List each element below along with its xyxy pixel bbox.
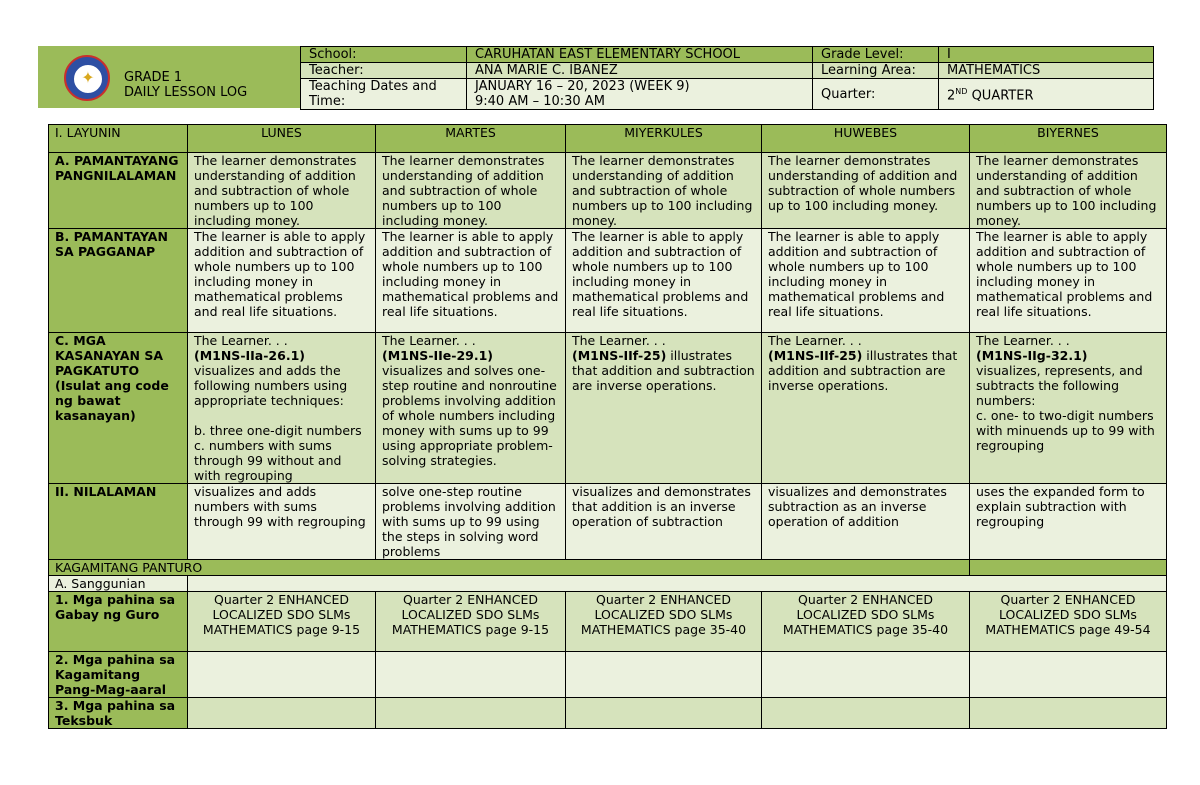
day-header: MARTES	[376, 125, 566, 153]
table-cell: The learner demonstrates understanding of addition and subtraction of whole numbers up to 100 including money.	[566, 153, 762, 229]
row-label: 3. Mga pahina sa Teksbuk	[49, 698, 188, 729]
learner-intro: The Learner. . .	[382, 333, 476, 348]
table-cell: Quarter 2 ENHANCED LOCALIZED SDO SLMs MATHEMATICS page 49-54	[970, 592, 1167, 652]
competency-text: visualizes and solves one-step routine and nonroutine problems involving addition of whole numbers including money with sums up to 99 using appropriate problem-solving strategies.	[382, 363, 557, 468]
school-label: School:	[301, 47, 467, 63]
row-gabay-ng-guro	[49, 592, 1167, 652]
title-dll: DAILY LESSON LOG	[124, 85, 248, 100]
lesson-log-table	[48, 124, 1167, 729]
row-label: II. NILALAMAN	[49, 484, 188, 560]
table-cell: visualizes and demonstrates subtraction as an inverse operation of addition	[762, 484, 970, 560]
table-cell: visualizes and adds numbers with sums through 99 with regrouping	[188, 484, 376, 560]
quarter-value: 2ND QUARTER	[939, 79, 1154, 110]
row-label: A. Sanggunian	[49, 576, 188, 592]
area-value: MATHEMATICS	[939, 63, 1154, 79]
table-cell	[376, 333, 566, 484]
learner-intro: The Learner. . .	[976, 333, 1070, 348]
teacher-label: Teacher:	[301, 63, 467, 79]
section-layunin: I. LAYUNIN	[49, 125, 188, 153]
table-cell: Quarter 2 ENHANCED LOCALIZED SDO SLMs MATHEMATICS page 9-15	[188, 592, 376, 652]
title-grade: GRADE 1	[124, 70, 183, 85]
table-cell: Quarter 2 ENHANCED LOCALIZED SDO SLMs MATHEMATICS page 35-40	[762, 592, 970, 652]
grade-label: Grade Level:	[813, 47, 939, 63]
table-cell	[188, 333, 376, 484]
table-cell	[970, 560, 1167, 576]
table-cell: The learner is able to apply addition and subtraction of whole numbers up to 100 including money in mathematical problems and real life situations.	[566, 229, 762, 333]
learner-intro: The Learner. . .	[194, 333, 288, 348]
table-cell	[188, 652, 376, 698]
table-cell	[376, 698, 566, 729]
table-cell	[188, 576, 1167, 592]
deped-seal-icon: ✦	[64, 55, 110, 101]
competency-text: illustrates that addition and subtraction are inverse operations.	[572, 348, 755, 393]
row-label: 2. Mga pahina sa Kagamitang Pang-Mag-aaral	[49, 652, 188, 698]
table-cell	[762, 652, 970, 698]
table-cell	[376, 652, 566, 698]
dates-value	[467, 79, 813, 110]
table-cell	[188, 698, 376, 729]
row-label: 1. Mga pahina sa Gabay ng Guro	[49, 592, 188, 652]
competency-code: (M1NS-IIe-29.1)	[382, 348, 494, 363]
row-label: C. MGA KASANAYAN SA PAGKATUTO (Isulat ang code ng bawat kasanayan)	[49, 333, 188, 484]
table-cell: The learner is able to apply addition and subtraction of whole numbers up to 100 including money in mathematical problems and real life situations.	[970, 229, 1167, 333]
table-cell	[566, 652, 762, 698]
dates-label: Teaching Dates and Time:	[301, 79, 467, 110]
day-header: BIYERNES	[970, 125, 1167, 153]
competency-text: visualizes, represents, and subtracts the following numbers: c. one- to two-digit numbers with minuends up to 99 with regrouping	[976, 363, 1155, 453]
learner-intro: The Learner. . .	[768, 333, 862, 348]
row-label: A. PAMANTAYANG PANGNILALAMAN	[49, 153, 188, 229]
time-line: 9:40 AM – 10:30 AM	[475, 94, 605, 109]
table-cell	[970, 652, 1167, 698]
competency-code: (M1NS-IIg-32.1)	[976, 348, 1088, 363]
row-pamantayang-pangnilalaman	[49, 153, 1167, 229]
document-title	[124, 70, 247, 100]
quarter-label: Quarter:	[813, 79, 939, 110]
grade-value: I	[939, 47, 1154, 63]
row-label: B. PAMANTAYAN SA PAGGANAP	[49, 229, 188, 333]
row-sanggunian	[49, 576, 1167, 592]
table-cell	[762, 333, 970, 484]
row-nilalaman	[49, 484, 1167, 560]
day-header: MIYERKULES	[566, 125, 762, 153]
row-pamantayan-sa-pagganap	[49, 229, 1167, 333]
row-kagamitang-mag-aaral	[49, 652, 1167, 698]
competency-text: visualizes and adds the following numbers using appropriate techniques: b. three one-digit numbers c. numbers with sums through 99 without and with regrouping	[194, 363, 362, 483]
table-cell	[566, 333, 762, 484]
row-mga-kasanayan	[49, 333, 1167, 484]
table-cell: The learner demonstrates understanding of addition and subtraction of whole numbers up to 100 including money.	[970, 153, 1167, 229]
table-cell: visualizes and demonstrates that addition is an inverse operation of subtraction	[566, 484, 762, 560]
table-cell: The learner is able to apply addition and subtraction of whole numbers up to 100 including money in mathematical problems and real life situations.	[376, 229, 566, 333]
day-header: LUNES	[188, 125, 376, 153]
row-kagamitang-panturo	[49, 560, 1167, 576]
table-cell: The learner is able to apply addition and subtraction of whole numbers up to 100 including money in mathematical problems and real life situations.	[762, 229, 970, 333]
table-cell: uses the expanded form to explain subtraction with regrouping	[970, 484, 1167, 560]
competency-code: (M1NS-IIf-25)	[572, 348, 667, 363]
table-cell	[762, 698, 970, 729]
table-cell	[970, 333, 1167, 484]
table-cell: solve one-step routine problems involving addition with sums up to 99 using the steps in solving word problems	[376, 484, 566, 560]
teacher-value: ANA MARIE C. IBAÑEZ	[467, 63, 813, 79]
learner-intro: The Learner. . .	[572, 333, 666, 348]
competency-text: illustrates that addition and subtraction are inverse operations.	[768, 348, 958, 393]
table-cell: The learner demonstrates understanding of addition and subtraction of whole numbers up to 100 including money.	[762, 153, 970, 229]
table-cell	[970, 698, 1167, 729]
table-cell: The learner is able to apply addition and subtraction of whole numbers up to 100 including money in mathematical problems and real life situations.	[188, 229, 376, 333]
table-cell: Quarter 2 ENHANCED LOCALIZED SDO SLMs MATHEMATICS page 35-40	[566, 592, 762, 652]
section-kagamitang-panturo: KAGAMITANG PANTURO	[49, 560, 970, 576]
competency-code: (M1NS-IIf-25)	[768, 348, 863, 363]
table-cell: The learner demonstrates understanding of addition and subtraction of whole numbers up to 100 including money.	[188, 153, 376, 229]
table-cell: Quarter 2 ENHANCED LOCALIZED SDO SLMs MATHEMATICS page 9-15	[376, 592, 566, 652]
header-info-table	[300, 46, 1154, 110]
competency-code: (M1NS-IIa-26.1)	[194, 348, 305, 363]
day-header: HUWEBES	[762, 125, 970, 153]
area-label: Learning Area:	[813, 63, 939, 79]
dates-line: JANUARY 16 – 20, 2023 (WEEK 9)	[475, 79, 690, 94]
table-cell	[566, 698, 762, 729]
row-teksbuk	[49, 698, 1167, 729]
school-value: CARUHATAN EAST ELEMENTARY SCHOOL	[467, 47, 813, 63]
table-cell: The learner demonstrates understanding of addition and subtraction of whole numbers up to 100 including money.	[376, 153, 566, 229]
